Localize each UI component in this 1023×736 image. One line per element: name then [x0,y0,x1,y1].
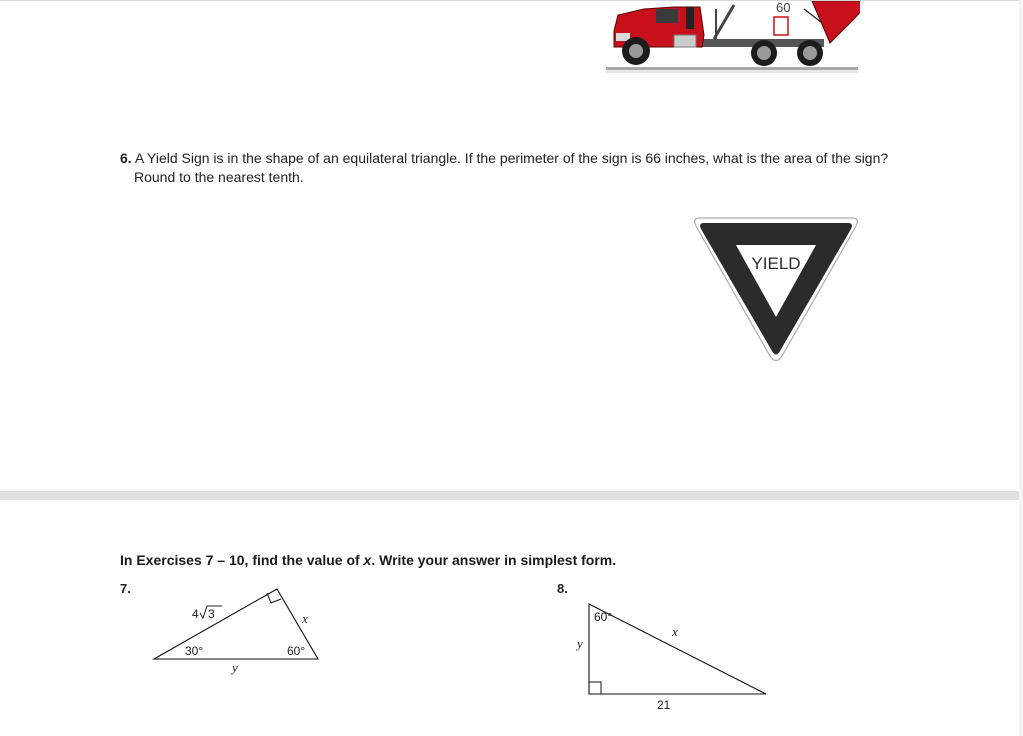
exercises-heading-var: x [363,552,372,568]
exercise-8-number: 8. [557,581,568,596]
question-6-text-line2: Round to the nearest tenth. [134,169,304,185]
question-6 [120,149,940,187]
ex7-angle-30: 30° [185,644,204,658]
exercise-7-triangle [150,580,330,680]
ex7-hyp-coef: 4 [192,607,199,621]
question-6-number: 6. [120,150,132,166]
exercises-heading-suffix: . Write your answer in simplest form. [371,552,617,568]
yield-sign-image [690,213,862,365]
ex8-angle-60: 60° [594,610,613,624]
ex8-var-y: y [577,636,583,651]
page-separator [0,491,1023,500]
ex7-hyp-radical: 3 [208,607,215,621]
exercise-8-triangle [572,600,782,715]
exercises-heading [120,552,616,568]
ex8-base-length: 21 [657,698,671,712]
truck-angle-label: 60 [776,1,791,15]
ex7-var-y: y [232,660,238,675]
question-6-text: A Yield Sign is in the shape of an equilateral triangle. If the perimeter of the sign is 66 inches, what is the area of the sign? [134,150,889,166]
scrollbar[interactable] [1019,0,1023,736]
ex7-angle-60: 60° [287,644,306,658]
dump-truck-image [604,1,860,85]
exercises-heading-prefix: In Exercises 7 – 10, find the value of [120,552,364,568]
exercise-7-number: 7. [120,581,131,596]
yield-sign-label: YIELD [751,254,801,273]
ex8-var-x: x [672,624,678,639]
ex7-var-x: x [302,611,308,626]
